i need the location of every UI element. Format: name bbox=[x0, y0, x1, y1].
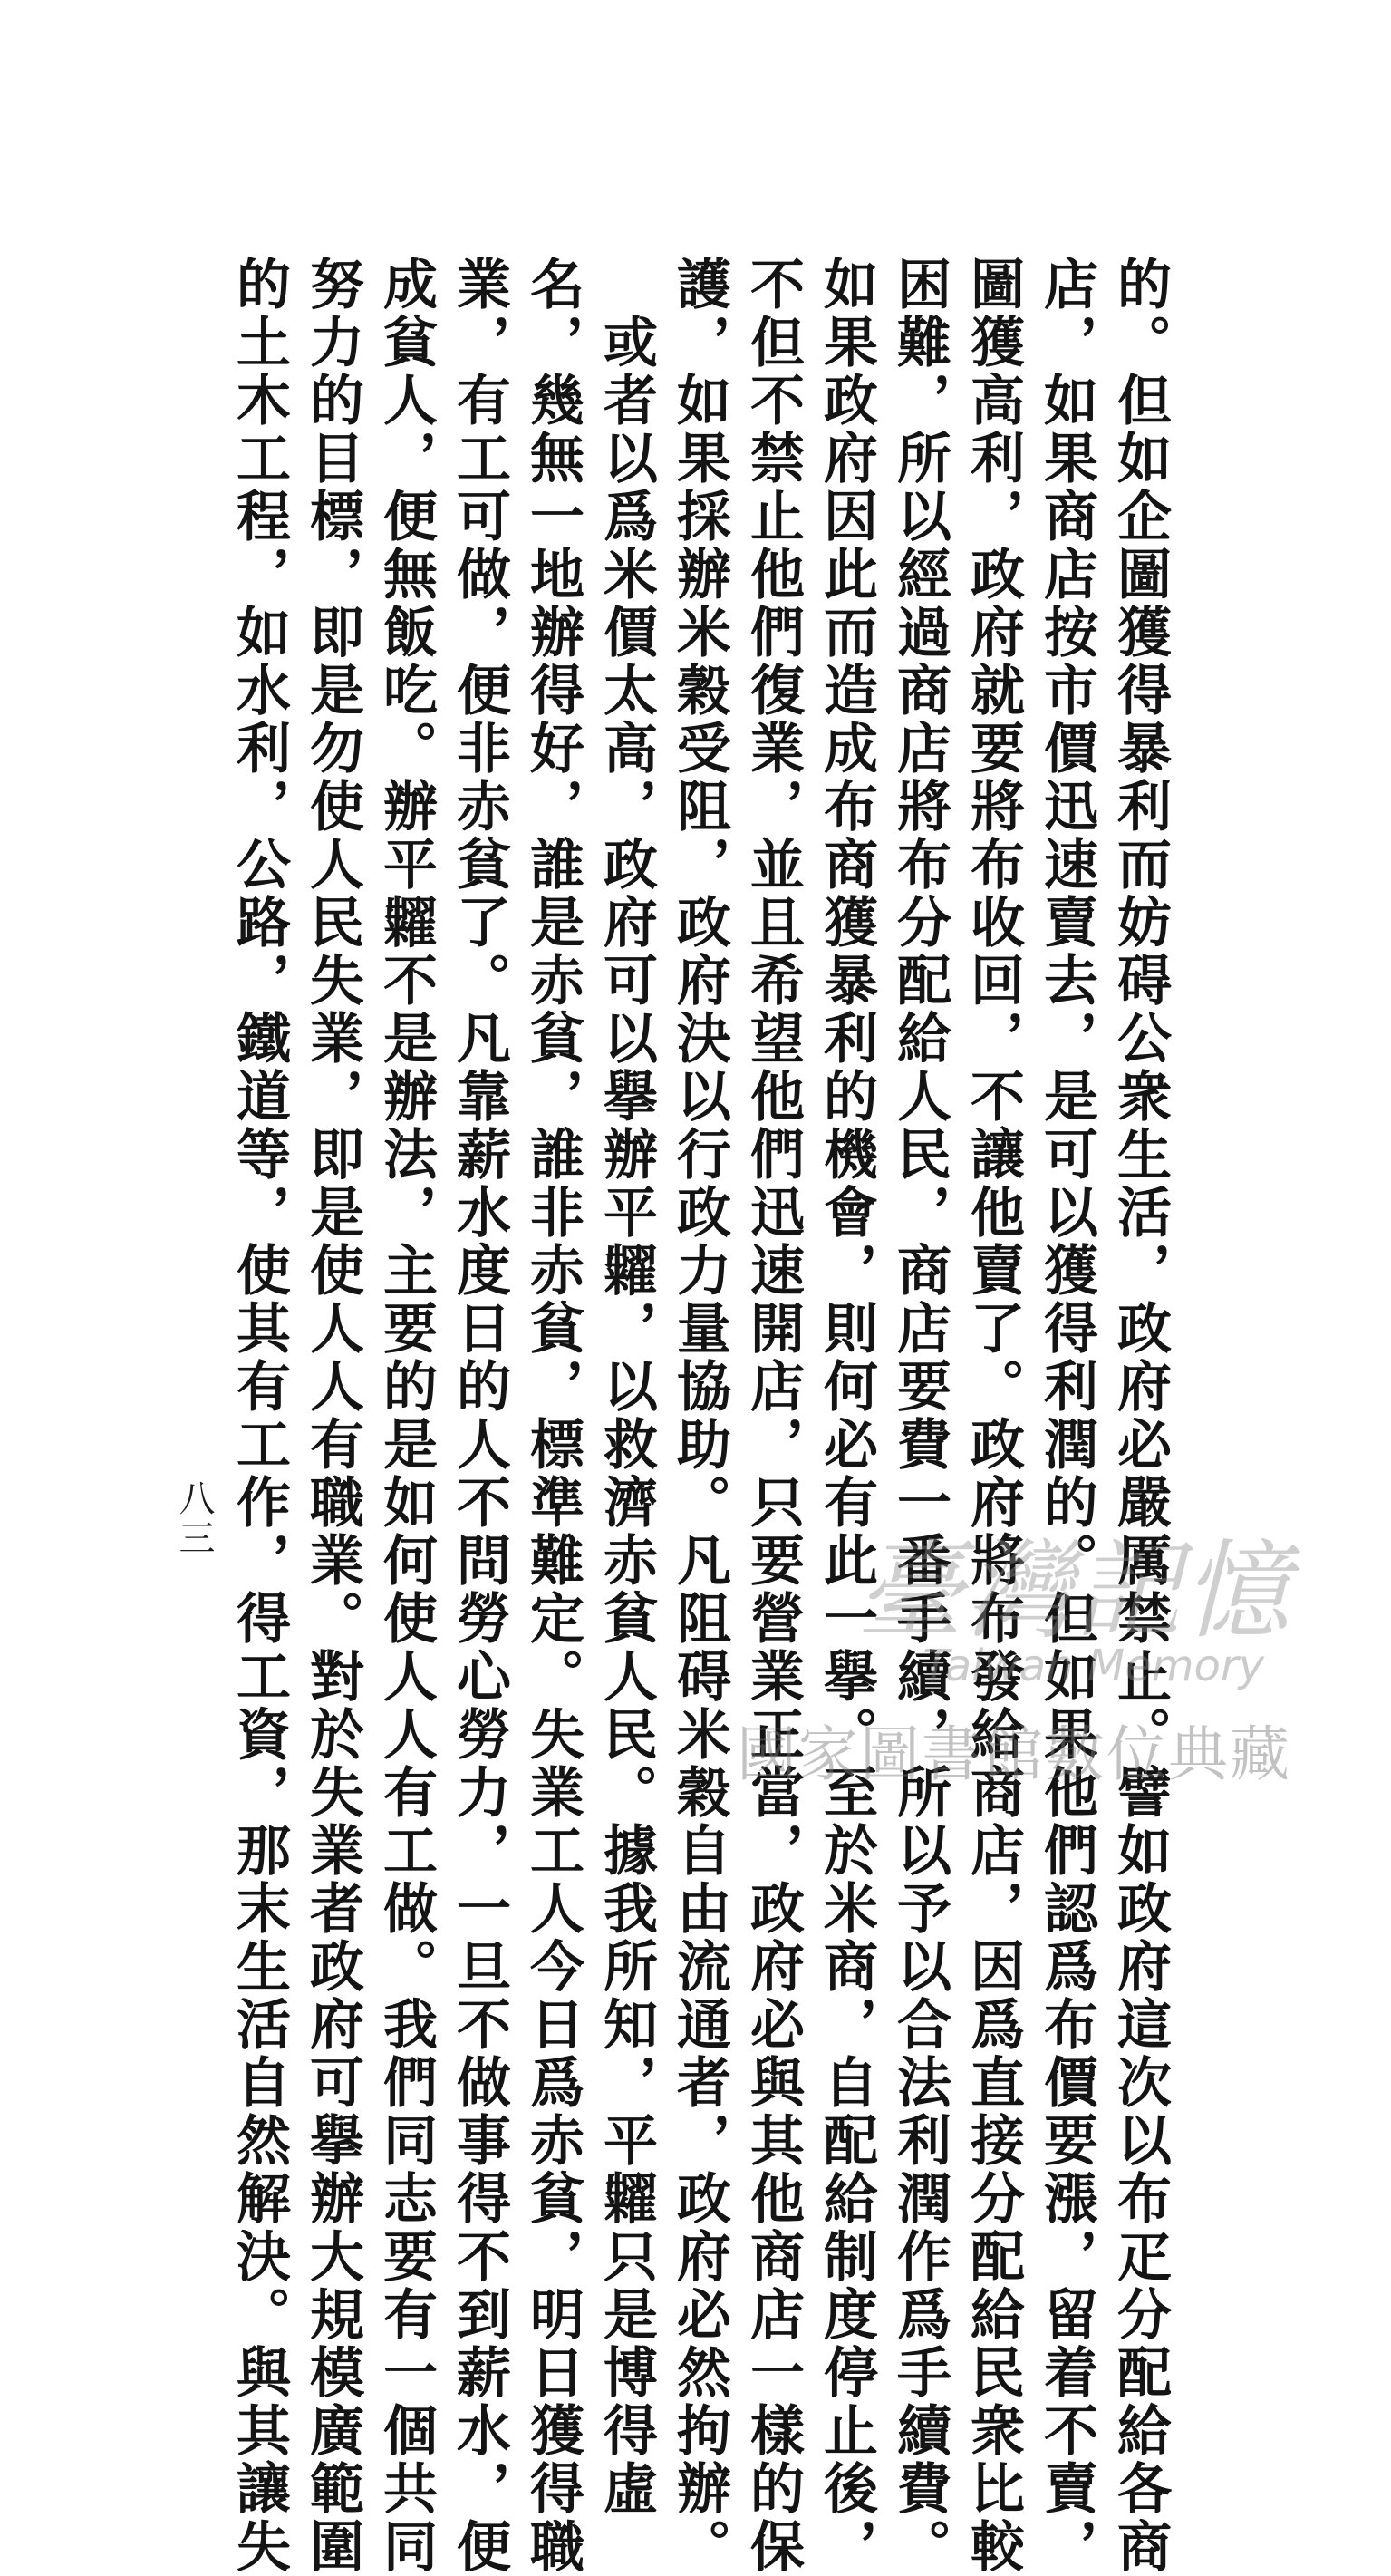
watermark-subtitle: 國家圖書館數位典藏 bbox=[737, 1719, 1291, 1789]
text-column: 或者以爲米價太高，政府可以擧辦平糶，以救濟赤貧人民。據我所知，平糶只是博得虛 bbox=[594, 256, 658, 2518]
body-text bbox=[222, 256, 1176, 2576]
text-column: 護，如果採辦米穀受阻，政府決以行政力量協助。凡阻碍米穀自由流通者，政府必然拘辦。 bbox=[668, 256, 731, 2576]
page-number: 八三 bbox=[173, 1479, 215, 1559]
text-column: 業，有工可做，便非赤貧了。凡靠薪水度日的人不問勞心勞力，一旦不做事得不到薪水，便 bbox=[448, 256, 511, 2576]
text-column: 不但不禁止他們復業，並且希望他們迅速開店，只要營業正當，政府必與其他商店一樣的保 bbox=[741, 256, 805, 2576]
watermark-title: 臺灣記憶 bbox=[855, 1528, 1291, 1653]
text-column: 圖獲高利，政府就要將布收回，不讓他賣了。政府將布發給商店，因爲直接分配給民衆比較 bbox=[961, 256, 1025, 2576]
text-column: 店，如果商店按市價迅速賣去，是可以獲得利潤的。但如果他們認爲布價要漲，留着不賣， bbox=[1035, 256, 1098, 2576]
text-column: 名，幾無一地辦得好，誰是赤貧，誰非赤貧，標準難定。失業工人今日爲赤貧，明日獲得職 bbox=[521, 256, 584, 2576]
text-column: 的。但如企圖獲得暴利而妨碍公衆生活，政府必嚴厲禁止。譬如政府這次以布疋分配給各商 bbox=[1108, 256, 1172, 2576]
watermark-english: Taiwan Memory bbox=[923, 1641, 1264, 1691]
text-column: 如果政府因此而造成布商獲暴利的機會，則何必有此一擧。至於米商，自配給制度停止後， bbox=[815, 256, 878, 2576]
text-column: 努力的目標，即是勿使人民失業，即是使人人有職業。對於失業者政府可擧辦大規模廣範圍 bbox=[301, 256, 364, 2576]
text-column: 困難，所以經過商店將布分配給人民，商店要費一番手續，所以予以合法利潤作爲手續費。 bbox=[888, 256, 951, 2576]
text-column: 的土木工程，如水利，公路，鐵道等，使其有工作，得工資，那末生活自然解決。與其讓失 bbox=[227, 256, 291, 2576]
text-column: 成貧人，便無飯吃。辦平糶不是辦法，主要的是如何使人人有工做。我們同志要有一個共同 bbox=[374, 256, 438, 2576]
